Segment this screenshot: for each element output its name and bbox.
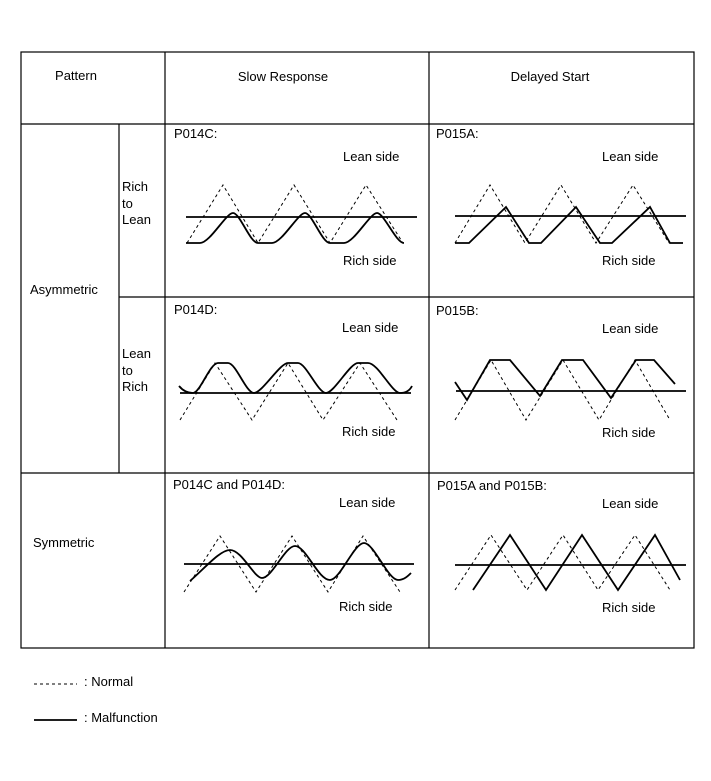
dtc-code: P015A and P015B: (437, 478, 547, 493)
dtc-code: P014D: (174, 302, 218, 317)
lean-side-label: Lean side (602, 321, 659, 336)
header-slow-response: Slow Response (237, 69, 329, 84)
lean-side-label: Lean side (602, 496, 659, 511)
dtc-code: P014C: (174, 126, 218, 141)
lean-side-label: Lean side (602, 149, 659, 164)
cell-p014c-p014d (173, 477, 414, 614)
lean-side-label: Lean side (339, 495, 396, 510)
row-label-rich-to-lean (122, 179, 151, 227)
rich-side-label: Rich side (342, 424, 396, 439)
normal-waveform (187, 185, 403, 243)
cell-p014d (174, 302, 412, 439)
normal-waveform (455, 535, 670, 590)
cell-p015b (436, 303, 686, 440)
malfunction-waveform (455, 207, 683, 243)
solid-line-icon (34, 711, 78, 725)
dtc-code: P015A: (436, 126, 479, 141)
lean-side-label: Lean side (343, 149, 400, 164)
legend-normal-label: : Normal (84, 674, 134, 689)
cell-p014c (174, 126, 417, 268)
normal-waveform (455, 360, 670, 420)
malfunction-waveform (473, 535, 680, 590)
dtc-code: P014C and P014D: (173, 477, 286, 492)
svg-text:Lean: Lean (122, 346, 151, 361)
legend-malfunction-label: : Malfunction (84, 710, 158, 725)
cell-p015a-p015b (437, 478, 686, 615)
dtc-code: P015B: (436, 303, 479, 318)
svg-text:to: to (122, 196, 133, 211)
rich-side-label: Rich side (602, 425, 656, 440)
rich-side-label: Rich side (602, 600, 656, 615)
normal-waveform (455, 185, 669, 243)
header-delayed-start: Delayed Start (510, 69, 590, 84)
svg-text:Lean: Lean (122, 212, 151, 227)
cell-p015a (436, 126, 686, 268)
row-label-lean-to-rich (122, 346, 151, 394)
svg-text:to: to (122, 363, 133, 378)
row-label-symmetric: Symmetric (33, 535, 95, 550)
legend-normal (34, 674, 133, 689)
normal-waveform (180, 363, 397, 420)
rich-side-label: Rich side (343, 253, 397, 268)
svg-text:Rich: Rich (122, 379, 149, 394)
legend-malfunction (34, 710, 158, 725)
malfunction-waveform (455, 360, 675, 400)
dashed-line-icon (34, 675, 78, 689)
header-pattern: Pattern (55, 68, 97, 83)
svg-text:Rich: Rich (122, 179, 149, 194)
rich-side-label: Rich side (602, 253, 656, 268)
row-label-asymmetric: Asymmetric (30, 282, 98, 297)
malfunction-waveform (190, 543, 411, 581)
rich-side-label: Rich side (339, 599, 393, 614)
lean-side-label: Lean side (342, 320, 399, 335)
